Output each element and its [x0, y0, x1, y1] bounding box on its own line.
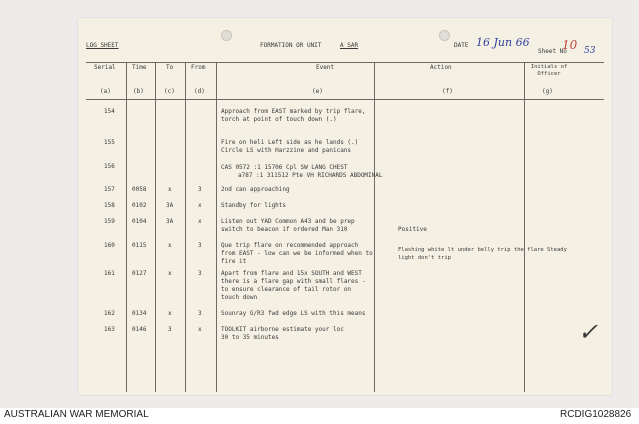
row-159-from: x [198, 218, 202, 225]
row-161-serial: 161 [104, 270, 115, 277]
row-155-event-line-2: Circle LS with Harzzine and panicans [221, 147, 352, 154]
row-161-event-line-3: to ensure clearance of tail rotor on [221, 286, 352, 293]
row-160-time: 0115 [132, 242, 147, 249]
row-161-event-line-1: Apart from flare and 15x SOUTH and WEST [221, 270, 362, 277]
header-to: To [166, 64, 174, 71]
row-160-from: 3 [198, 242, 202, 249]
col-letter-g: (g) [542, 88, 553, 95]
row-163-time: 0146 [132, 326, 147, 333]
footer-id: RCDIG1028826 [560, 409, 632, 420]
header-time: Time [132, 64, 147, 71]
row-159-time: 0104 [132, 218, 147, 225]
col-letter-b: (b) [133, 88, 144, 95]
row-159-event-line-2: switch to beacon if ordered Man 310 [221, 226, 348, 233]
col-letter-d: (d) [194, 88, 205, 95]
punch-hole-left [221, 30, 232, 41]
row-163-from: x [198, 326, 202, 333]
row-161-from: 3 [198, 270, 202, 277]
row-157-time: 0058 [132, 186, 147, 193]
row-162-to: x [168, 310, 172, 317]
row-160-event-line-2: from EAST - low can we be informed when to [221, 250, 373, 257]
formation-label: FORMATION OR UNIT [260, 42, 322, 49]
col-letter-c: (c) [164, 88, 175, 95]
row-161-event-line-2: there is a flare gap with small flares - [221, 278, 366, 285]
row-156-serial: 156 [104, 163, 115, 170]
row-163-to: 3 [168, 326, 172, 333]
row-158-event-line-1: Standby for lights [221, 202, 287, 209]
row-154-serial: 154 [104, 108, 115, 115]
col-divider-from [216, 62, 217, 392]
row-163-serial: 163 [104, 326, 115, 333]
col-divider-serial [126, 62, 127, 392]
row-160-action: Flashing white lt under belly trip the flare Steady light don't trip [398, 247, 567, 261]
row-154-event-line-2: torch at point of touch down (.) [221, 116, 337, 123]
row-161-to: x [168, 270, 172, 277]
row-161-time: 0127 [132, 270, 147, 277]
col-divider-to [185, 62, 186, 392]
row-155-event-line-1: Fire on heli Left side as he lands (.) [221, 139, 359, 146]
log-sheet-title: LOG SHEET [86, 42, 119, 49]
table-top-border [86, 62, 604, 63]
row-157-serial: 157 [104, 186, 115, 193]
header-initials: Initials of Officer [530, 64, 568, 77]
col-letter-f: (f) [442, 88, 453, 95]
row-162-time: 0134 [132, 310, 147, 317]
row-155-serial: 155 [104, 139, 115, 146]
row-159-action: Positive [398, 226, 427, 233]
row-157-event-line-1: 2nd can approaching [221, 186, 290, 193]
col-divider-time [155, 62, 156, 392]
sheet-value: 10 [562, 38, 578, 52]
initials-handwritten-mark: ✓ [578, 318, 599, 346]
col-letter-e: (e) [312, 88, 323, 95]
row-160-event-line-1: Que trip flare on recommended approach [221, 242, 359, 249]
punch-hole-right [439, 30, 450, 41]
row-158-time: 0102 [132, 202, 147, 209]
date-value: 16 Jun 66 [476, 36, 530, 49]
row-160-to: x [168, 242, 172, 249]
col-divider-action [524, 62, 525, 392]
row-158-to: 3A [166, 202, 174, 209]
formation-value: A SAR [340, 42, 359, 49]
header-serial: Serial [94, 64, 116, 71]
row-160-event-line-3: fire it [221, 258, 247, 265]
row-161-event-line-4: touch down [221, 294, 258, 301]
header-event: Event [316, 64, 335, 71]
row-158-from: x [198, 202, 202, 209]
row-162-event-line-1: Sounray G/R3 fwd edge LS with this means [221, 310, 366, 317]
header-from: From [191, 64, 206, 71]
sheet-label: Sheet No [538, 48, 567, 55]
row-156-event-line-2: a787 :1 311512 Pte VH RICHARDS ABDOMINAL [238, 172, 383, 179]
sheet-handwritten-number: 53 [584, 46, 596, 56]
log-sheet-page [78, 18, 612, 395]
row-156-event-line-1: CAS 0572 :1 15706 Cpl SW LANG CHEST [221, 164, 348, 171]
row-154-event-line-1: Approach from EAST marked by trip flare, [221, 108, 366, 115]
row-157-to: x [168, 186, 172, 193]
row-157-from: 3 [198, 186, 202, 193]
row-159-event-line-1: Listen out YAD Common A43 and be prep [221, 218, 355, 225]
col-letter-a: (a) [100, 88, 111, 95]
footer-source: AUSTRALIAN WAR MEMORIAL [4, 409, 149, 420]
row-160-serial: 160 [104, 242, 115, 249]
row-159-to: 3A [166, 218, 174, 225]
table-header-divider [86, 99, 604, 100]
row-159-serial: 159 [104, 218, 115, 225]
row-163-event-line-1: TOOLKIT airborne estimate your loc [221, 326, 344, 333]
date-label: DATE [454, 42, 469, 49]
row-162-serial: 162 [104, 310, 115, 317]
row-163-event-line-2: 30 to 35 minutes [221, 334, 279, 341]
header-action: Action [430, 64, 452, 71]
row-162-from: 3 [198, 310, 202, 317]
col-divider-event [374, 62, 375, 392]
row-158-serial: 158 [104, 202, 115, 209]
